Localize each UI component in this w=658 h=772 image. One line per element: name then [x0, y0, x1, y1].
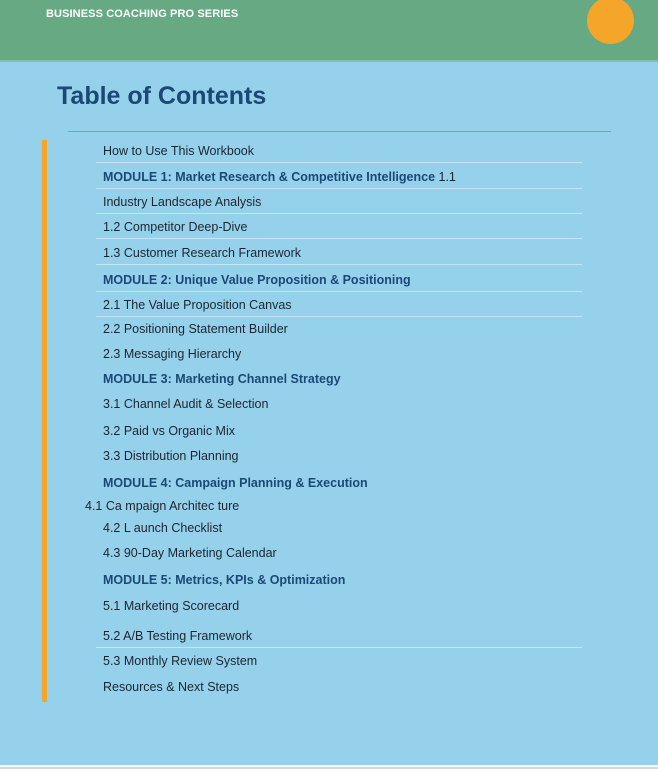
- toc-entry-1-1[interactable]: Industry Landscape Analysis: [96, 190, 582, 214]
- toc-module-2[interactable]: MODULE 2: Unique Value Proposition & Positioning: [96, 268, 582, 292]
- toc-module-1[interactable]: MODULE 1: Market Research & Competitive Intelligence 1.1: [96, 165, 582, 189]
- toc-entry-5-1[interactable]: 5.1 Marketing Scorecard: [103, 599, 240, 613]
- toc-entry-4-1[interactable]: 4.1 Ca mpaign Architec ture: [85, 499, 240, 513]
- toc-module-5[interactable]: MODULE 5: Metrics, KPIs & Optimization: [103, 573, 346, 587]
- series-label: BUSINESS COACHING PRO SERIES: [46, 8, 239, 20]
- decorative-circle: [587, 0, 634, 44]
- page-header: [0, 0, 658, 62]
- toc-entry-intro[interactable]: How to Use This Workbook: [96, 139, 582, 163]
- toc-entry-1-2[interactable]: 1.2 Competitor Deep-Dive: [96, 215, 582, 239]
- toc-entry-3-3[interactable]: 3.3 Distribution Planning: [103, 449, 239, 463]
- toc-entry-5-3[interactable]: 5.3 Monthly Review System: [103, 654, 258, 668]
- toc-entry-3-2[interactable]: 3.2 Paid vs Organic Mix: [103, 424, 235, 438]
- page-title: Table of Contents: [57, 82, 267, 110]
- title-divider: [68, 131, 611, 132]
- toc-entry-2-1[interactable]: 2.1 The Value Proposition Canvas: [96, 293, 582, 317]
- toc-module-3[interactable]: MODULE 3: Marketing Channel Strategy: [103, 372, 341, 386]
- toc-entry-4-2[interactable]: 4.2 L aunch Checklist: [103, 521, 223, 535]
- toc-entry-1-3[interactable]: 1.3 Customer Research Framework: [96, 241, 582, 265]
- toc-module-4[interactable]: MODULE 4: Campaign Planning & Execution: [103, 476, 368, 490]
- toc-entry-2-3[interactable]: 2.3 Messaging Hierarchy: [103, 347, 242, 361]
- page-bottom-border: [0, 767, 658, 769]
- toc-entry-2-2[interactable]: 2.2 Positioning Statement Builder: [103, 322, 288, 336]
- toc-entry-5-2[interactable]: 5.2 A/B Testing Framework: [96, 624, 582, 648]
- accent-sidebar: [42, 140, 47, 702]
- toc-entry-4-3[interactable]: 4.3 90-Day Marketing Calendar: [103, 546, 277, 560]
- toc-entry-3-1[interactable]: 3.1 Channel Audit & Selection: [103, 397, 269, 411]
- toc-entry-resources[interactable]: Resources & Next Steps: [103, 680, 240, 694]
